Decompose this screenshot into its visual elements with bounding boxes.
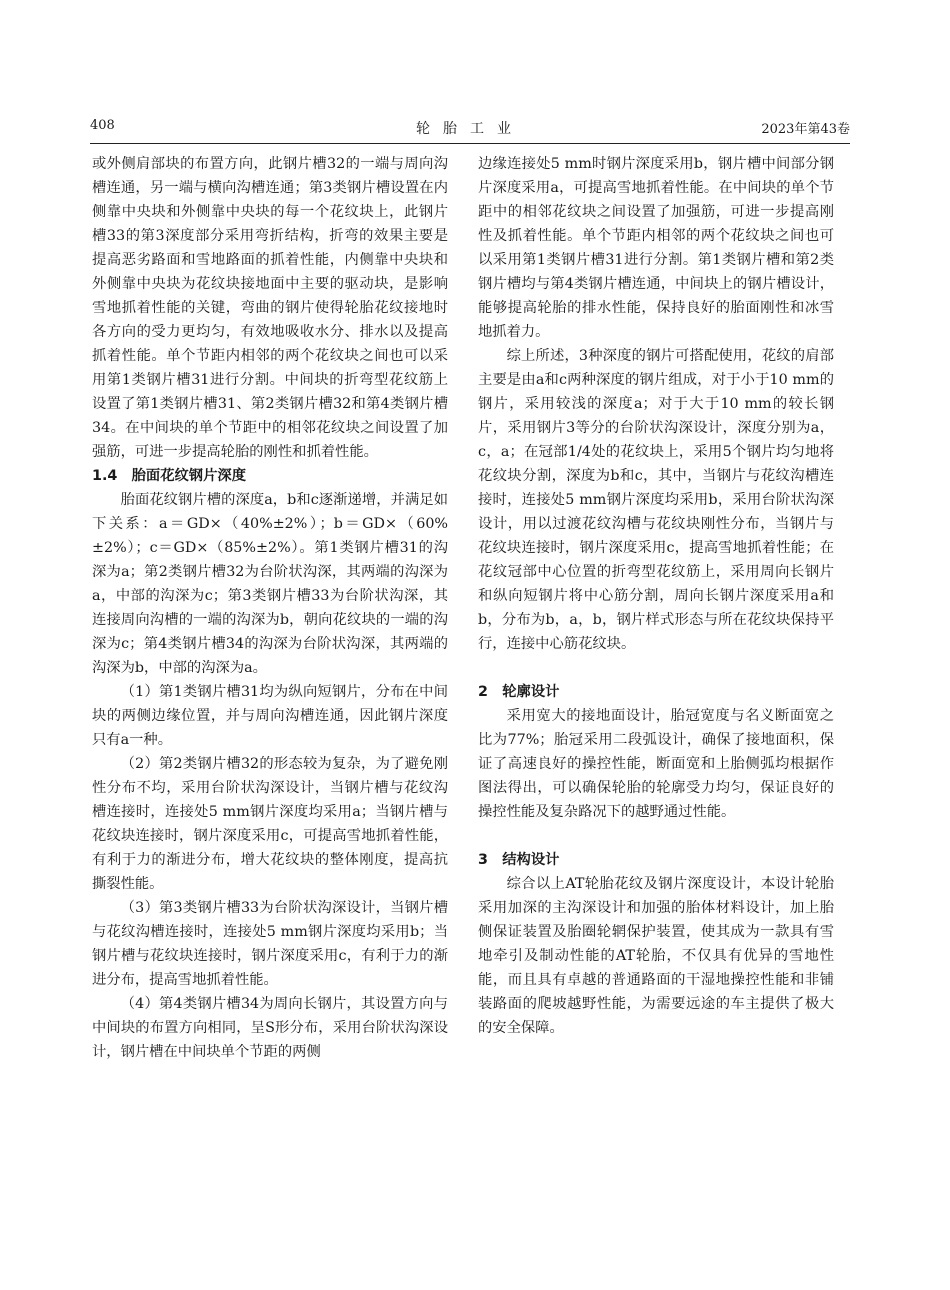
- page-number: 408: [90, 118, 115, 133]
- spacer: [478, 656, 834, 680]
- left-column: [92, 152, 448, 1064]
- section-heading-2: [478, 680, 834, 704]
- paragraph: （2）第2类钢片槽32的形态较为复杂，为了避免刚性分布不均，采用台阶状沟深设计，当钢片槽与花纹沟槽连接时，连接处5 mm钢片深度均采用a；当钢片槽与花纹块连接时，钢片深度采用c，可提高雪地抓着性能，有利于力的渐进分布，增大花纹块的整体刚度，提高抗撕裂性能。: [92, 756, 448, 892]
- section-heading-3: [478, 848, 834, 872]
- paragraph: 综上所述，3种深度的钢片可搭配使用，花纹的肩部主要是由a和c两种深度的钢片组成，对于小于10 mm的钢片，采用较浅的深度a；对于大于10 mm的较长钢片，采用钢片3等分的台阶状沟深设计，深度分别为a，c，a；在冠部1/4处的花纹块上，采用5个钢片均匀地将花纹块分割，深度为b和c，其中，当钢片与花纹沟槽连接时，连接处5 mm钢片深度均采用b，采用台阶状沟深设计，用以过渡花纹沟槽与花纹块刚性分布，当钢片与花纹块连接时，钢片深度采用c，提高雪地抓着性能；在花纹冠部中心位置的折弯型花纹筋上，采用周向长钢片和纵向短钢片将中心筋分割，周向长钢片深度采用a和b，分布为b，a，b，钢片样式形态与所在花纹块保持平行，连接中心筋花纹块。: [478, 348, 834, 652]
- section-heading-1-4: [92, 464, 448, 488]
- paragraph: （1）第1类钢片槽31均为纵向短钢片，分布在中间块的两侧边缘位置，并与周向沟槽连通，因此钢片深度只有a一种。: [92, 684, 448, 748]
- section-title: 结构设计: [502, 852, 560, 868]
- running-header: [90, 118, 850, 140]
- header-rule: [90, 143, 850, 144]
- journal-title: 轮胎工业: [416, 121, 524, 137]
- paragraph: 胎面花纹钢片槽的深度a，b和c逐渐递增，并满足如下关系：a＝GD×（40%±2%）；b＝GD×（60%±2%）；c＝GD×（85%±2%）。第1类钢片槽31的沟深为a；第2类钢片槽32为台阶状沟深，其两端的沟深为a，中部的沟深为c；第3类钢片槽33为台阶状沟深，其连接周向沟槽的一端的沟深为b，朝向花纹块的一端的沟深为c；第4类钢片槽34的沟深为台阶状沟深，其两端的沟深为b，中部的沟深为a。: [92, 492, 448, 676]
- paragraph: 采用宽大的接地面设计，胎冠宽度与名义断面宽之比为77%；胎冠采用二段弧设计，确保了接地面积，保证了高速良好的操控性能，断面宽和上胎侧弧均根据作图法得出，可以确保轮胎的轮廓受力均匀，保证良好的操控性能及复杂路况下的越野通过性能。: [478, 708, 834, 820]
- section-title: 胎面花纹钢片深度: [131, 468, 246, 484]
- right-column: [478, 152, 834, 1040]
- paragraph: 或外侧肩部块的布置方向，此钢片槽32的一端与周向沟槽连通，另一端与横向沟槽连通；第3类钢片槽设置在内侧靠中央块和外侧靠中央块的每一个花纹块上，此钢片槽33的第3深度部分采用弯折结构，折弯的效果主要是提高恶劣路面和雪地路面的抓着性能，内侧靠中央块和外侧靠中央块为花纹块接地面中主要的驱动块，是影响雪地抓着性能的关键，弯曲的钢片使得轮胎花纹接地时各方向的受力更均匀，有效地吸收水分、排水以及提高抓着性能。单个节距内相邻的两个花纹块之间也可以采用第1类钢片槽31进行分割。中间块的折弯型花纹筋上设置了第1类钢片槽31、第2类钢片槽32和第4类钢片槽34。在中间块的单个节距中的相邻花纹块之间设置了加强筋，可进一步提高轮胎的刚性和抓着性能。: [92, 156, 448, 460]
- section-number: 2: [478, 684, 488, 700]
- paragraph: （4）第4类钢片槽34为周向长钢片，其设置方向与中间块的布置方向相同，呈S形分布，采用台阶状沟深设计，钢片槽在中间块单个节距的两侧: [92, 996, 448, 1060]
- paragraph: 边缘连接处5 mm时钢片深度采用b，钢片槽中间部分钢片深度采用a，可提高雪地抓着性能。在中间块的单个节距中的相邻花纹块之间设置了加强筋，可进一步提高刚性及抓着性能。单个节距内相邻的两个花纹块之间也可以采用第1类钢片槽31进行分割。第1类钢片槽和第2类钢片槽均与第4类钢片槽连通，中间块上的钢片槽设计，能够提高轮胎的排水性能，保持良好的胎面刚性和冰雪地抓着力。: [478, 156, 834, 340]
- section-number: 3: [478, 852, 488, 868]
- section-title: 轮廓设计: [502, 684, 560, 700]
- paragraph: （3）第3类钢片槽33为台阶状沟深设计，当钢片槽与花纹沟槽连接时，连接处5 mm钢片深度均采用b；当钢片槽与花纹块连接时，钢片深度采用c，有利于力的渐进分布，提高雪地抓着性能。: [92, 900, 448, 988]
- paragraph: 综合以上AT轮胎花纹及钢片深度设计，本设计轮胎采用加深的主沟深设计和加强的胎体材料设计，加上胎侧保证装置及胎圈轮辋保护装置，使其成为一款具有雪地牵引及制动性能的AT轮胎，不仅具有优异的雪地性能，而且具有卓越的普通路面的干湿地操控性能和非铺装路面的爬坡越野性能，为需要远途的车主提供了极大的安全保障。: [478, 876, 834, 1036]
- issue-label: 2023年第43卷: [761, 122, 850, 137]
- spacer: [478, 824, 834, 848]
- section-number: 1.4: [92, 468, 118, 484]
